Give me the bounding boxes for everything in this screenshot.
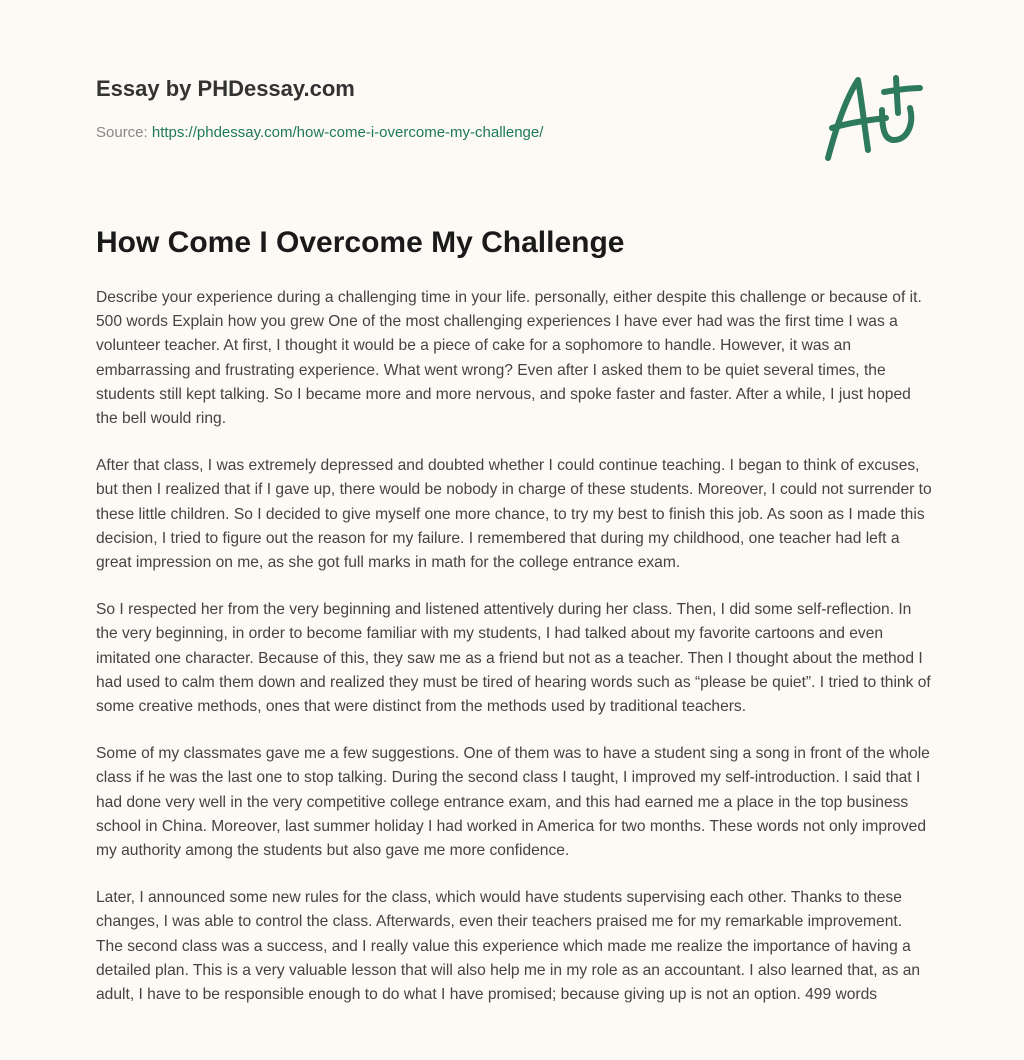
site-title: Essay by PHDessay.com bbox=[96, 76, 355, 101]
a-plus-logo bbox=[818, 68, 928, 168]
source-label: Source: bbox=[96, 124, 148, 141]
essay-paragraph: So I respected her from the very beginning and listened attentively during her class. Then, I did some self-reflection. In the very beginning, in order to become familiar with my students, I had talked about my favorite cartoons and even imitated one character. Because of this, they saw me as a friend but not as a teacher. Then I thought about the method I had used to calm them down and realized they must be tired of hearing words such as “please be quiet”. I tried to think of some creative methods, ones that were distinct from the methods used by traditional teachers. bbox=[96, 601, 931, 716]
source-link[interactable]: https://phdessay.com/how-come-i-overcome-my-challenge/ bbox=[151, 124, 544, 141]
essay-title: How Come I Overcome My Challenge bbox=[96, 226, 625, 259]
source-line bbox=[96, 124, 543, 141]
essay-paragraph: Later, I announced some new rules for the class, which would have students supervising each other. Thanks to these changes, I was able to control the class. Afterwards, even their teachers praised me for my remarkable improvement. The second class was a success, and I really value this experience which made me realize the importance of having a detailed plan. This is a very valuable lesson that will also help me in my role as an accountant. I also learned that, as an adult, I have to be responsible enough to do what I have promised; because giving up is not an option. 499 words bbox=[96, 889, 921, 1004]
essay-paragraph: Some of my classmates gave me a few suggestions. One of them was to have a student sing a song in front of the whole class if he was the last one to stop talking. During the second class I taught, I improved my self-introduction. I said that I had done very well in the very competitive college entrance exam, and this had earned me a place in the top business school in China. Moreover, last summer holiday I had worked in America for two months. These words not only improved my authority among the students but also gave me more confidence. bbox=[96, 745, 930, 860]
essay-paragraph: After that class, I was extremely depressed and doubted whether I could continue teaching. I began to think of excuses, but then I realized that if I gave up, there would be nobody in charge of these students. Moreover, I could not surrender to these little children. So I decided to give myself one more chance, to try my best to finish this job. As soon as I made this decision, I tried to figure out the reason for my failure. I remembered that during my childhood, one teacher had left a great impression on me, as she got full marks in math for the college entrance exam. bbox=[96, 457, 932, 572]
essay-body bbox=[96, 286, 932, 1030]
essay-paragraph: Describe your experience during a challenging time in your life. personally, either despite this challenge or because of it. 500 words Explain how you grew One of the most challenging experiences I have ever had was the first time I was a volunteer teacher. At first, I thought it would be a piece of cake for a sophomore to handle. However, it was an embarrassing and frustrating experience. What went wrong? Even after I asked them to be quiet several times, the students still kept talking. So I became more and more nervous, and spoke faster and faster. After a while, I just hoped the bell would ring. bbox=[96, 289, 922, 428]
